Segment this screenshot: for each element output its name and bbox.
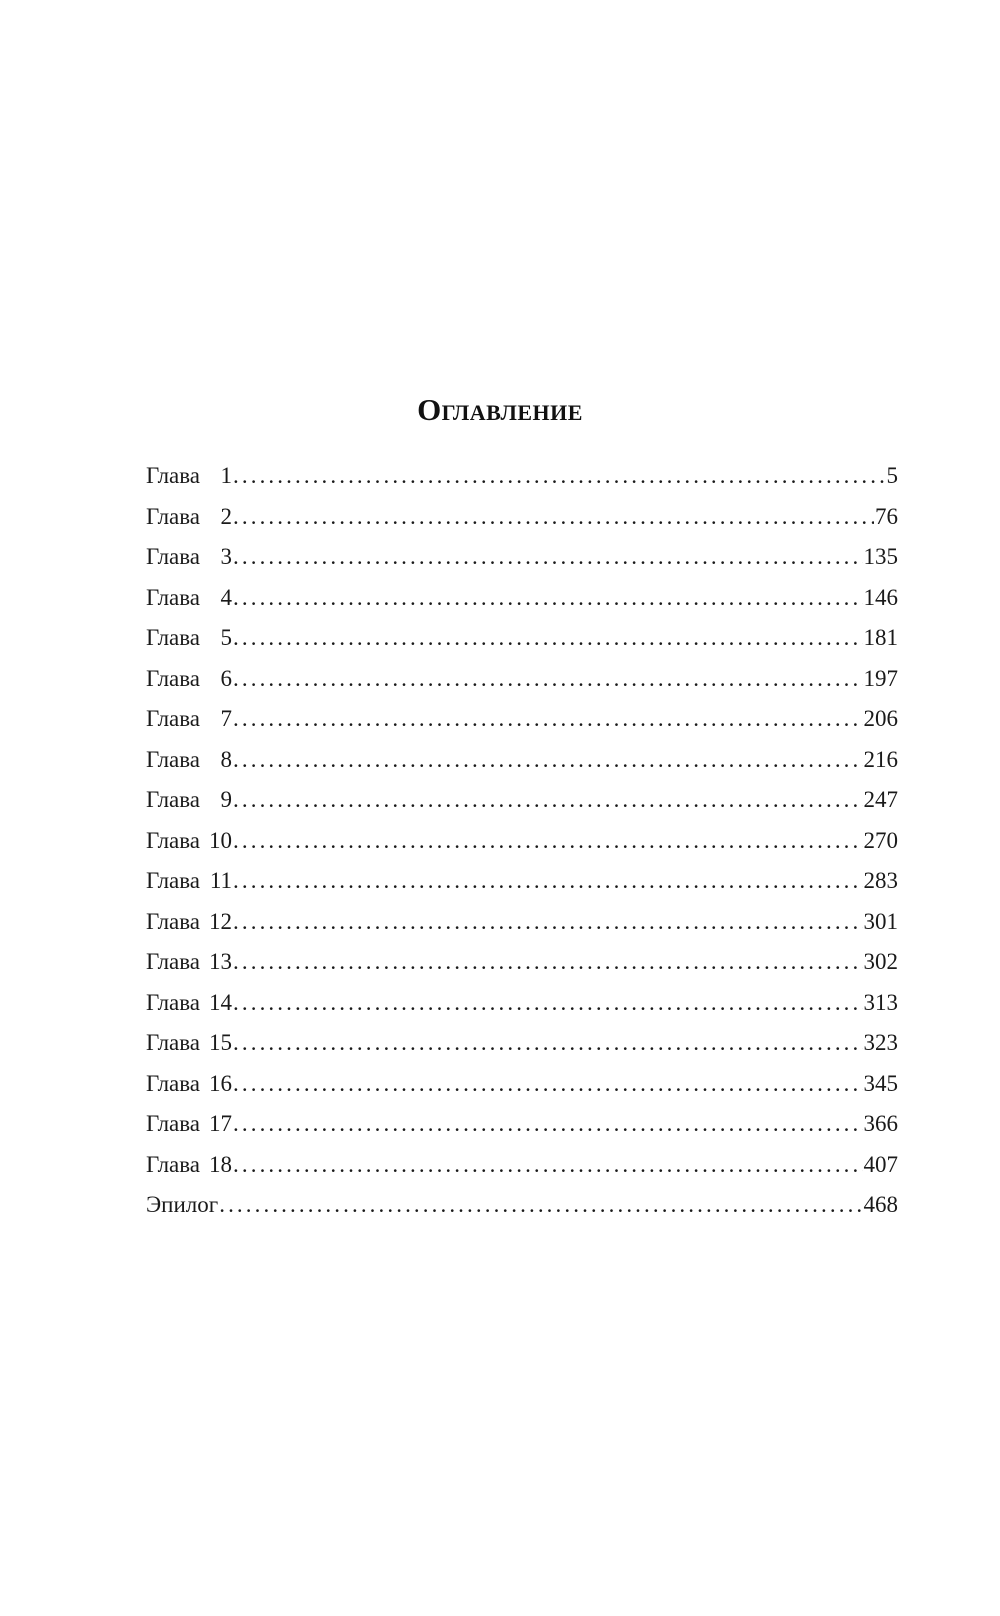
toc-leader-dots	[233, 989, 862, 1017]
toc-leader-dots	[233, 665, 862, 693]
toc-entry-number: 7	[220, 706, 233, 731]
toc-leader-dots	[233, 746, 862, 774]
toc-entry-number: 8	[220, 746, 233, 772]
toc-entry[interactable]	[146, 503, 898, 544]
toc-leader-dots	[233, 1070, 862, 1098]
toc-entry[interactable]	[146, 827, 898, 868]
toc-leader-dots	[233, 584, 862, 612]
toc-entry-label: Глава	[146, 787, 201, 812]
toc-entry-label: Глава	[146, 1151, 201, 1177]
toc-leader-dots	[219, 1191, 862, 1219]
toc-entry-label: Глава	[146, 625, 201, 650]
toc-entry-number: 18	[209, 1151, 233, 1177]
toc-entry-label: Глава	[146, 989, 201, 1015]
toc-entry[interactable]	[146, 543, 898, 584]
toc-leader-dots	[233, 1110, 862, 1138]
toc-entry-number: 10	[209, 827, 233, 853]
toc-entry-label: Глава	[146, 1070, 201, 1096]
toc-entry-number: 5	[220, 625, 233, 650]
toc-leader-dots	[233, 705, 862, 733]
toc-entry-number: 6	[220, 665, 233, 691]
toc-entry[interactable]	[146, 989, 898, 1030]
toc-leader-dots	[233, 503, 874, 531]
toc-entry-number: 12	[209, 908, 233, 934]
toc-entry[interactable]	[146, 786, 898, 827]
toc-entry[interactable]	[146, 746, 898, 787]
toc-leader-dots	[233, 624, 862, 652]
toc-entry[interactable]	[146, 584, 898, 625]
toc-entry-page: 197	[863, 665, 898, 691]
toc-entry-label: Глава	[146, 665, 201, 691]
toc-entry-page: 135	[863, 544, 898, 569]
toc-entry-page: 5	[886, 463, 898, 488]
toc-entry-label: Глава	[146, 584, 201, 610]
toc-leader-dots	[233, 462, 885, 490]
toc-leader-dots	[233, 867, 862, 895]
table-of-contents	[146, 462, 898, 1232]
toc-entry[interactable]	[146, 1110, 898, 1151]
toc-entry-number: 3	[220, 544, 233, 569]
toc-entry-label: Глава	[146, 463, 201, 488]
toc-entry-label: Глава	[146, 503, 201, 529]
toc-entry-page: 181	[863, 625, 898, 650]
toc-leader-dots	[233, 908, 862, 936]
toc-entry-number: 15	[209, 1030, 233, 1055]
toc-entry-page: 76	[875, 503, 898, 529]
toc-entry-page: 283	[863, 868, 898, 893]
toc-entry[interactable]	[146, 1070, 898, 1111]
toc-entry-page: 216	[863, 746, 898, 772]
page-title: Оглавление	[417, 392, 583, 427]
toc-entry-label: Глава	[146, 544, 201, 569]
toc-entry-label: Глава	[146, 827, 201, 853]
toc-entry-number: 16	[209, 1070, 233, 1096]
toc-entry[interactable]	[146, 1029, 898, 1070]
toc-entry-label: Глава	[146, 746, 201, 772]
toc-entry-page: 247	[863, 787, 898, 812]
toc-entry[interactable]	[146, 908, 898, 949]
toc-entry[interactable]	[146, 867, 898, 908]
toc-entry-number: 17	[209, 1111, 233, 1136]
toc-leader-dots	[233, 948, 862, 976]
toc-entry[interactable]	[146, 705, 898, 746]
toc-entry-label: Эпилог	[146, 1192, 219, 1217]
toc-entry-label: Глава	[146, 1111, 201, 1136]
toc-entry-page: 302	[863, 949, 898, 974]
toc-entry-number: 2	[220, 503, 233, 529]
toc-entry-page: 366	[863, 1111, 898, 1136]
toc-entry-label: Глава	[146, 868, 201, 893]
toc-entry[interactable]	[146, 665, 898, 706]
toc-entry-label: Глава	[146, 1030, 201, 1055]
toc-entry-label: Глава	[146, 949, 201, 974]
toc-entry-page: 206	[863, 706, 898, 731]
toc-entry-epilogue[interactable]	[146, 1191, 898, 1232]
toc-entry-label: Глава	[146, 908, 201, 934]
toc-entry[interactable]	[146, 1151, 898, 1192]
toc-entry-page: 345	[863, 1070, 898, 1096]
toc-entry-page: 270	[863, 827, 898, 853]
toc-entry-page: 301	[863, 908, 898, 934]
toc-entry-number: 11	[209, 868, 233, 893]
toc-leader-dots	[233, 543, 862, 571]
toc-entry-page: 468	[863, 1192, 898, 1217]
toc-entry-number: 14	[209, 989, 233, 1015]
toc-entry[interactable]	[146, 948, 898, 989]
toc-entry-page: 146	[863, 584, 898, 610]
toc-entry[interactable]	[146, 462, 898, 503]
toc-entry-number: 4	[220, 584, 233, 610]
toc-entry-number: 13	[209, 949, 233, 974]
toc-entry-number: 1	[220, 463, 233, 488]
toc-leader-dots	[233, 827, 862, 855]
toc-leader-dots	[233, 1151, 862, 1179]
toc-entry-number: 9	[220, 787, 233, 812]
toc-leader-dots	[233, 1029, 862, 1057]
toc-leader-dots	[233, 786, 862, 814]
toc-entry-page: 313	[863, 989, 898, 1015]
toc-entry[interactable]	[146, 624, 898, 665]
toc-entry-page: 323	[863, 1030, 898, 1055]
toc-entry-page: 407	[863, 1151, 898, 1177]
toc-entry-label: Глава	[146, 706, 201, 731]
